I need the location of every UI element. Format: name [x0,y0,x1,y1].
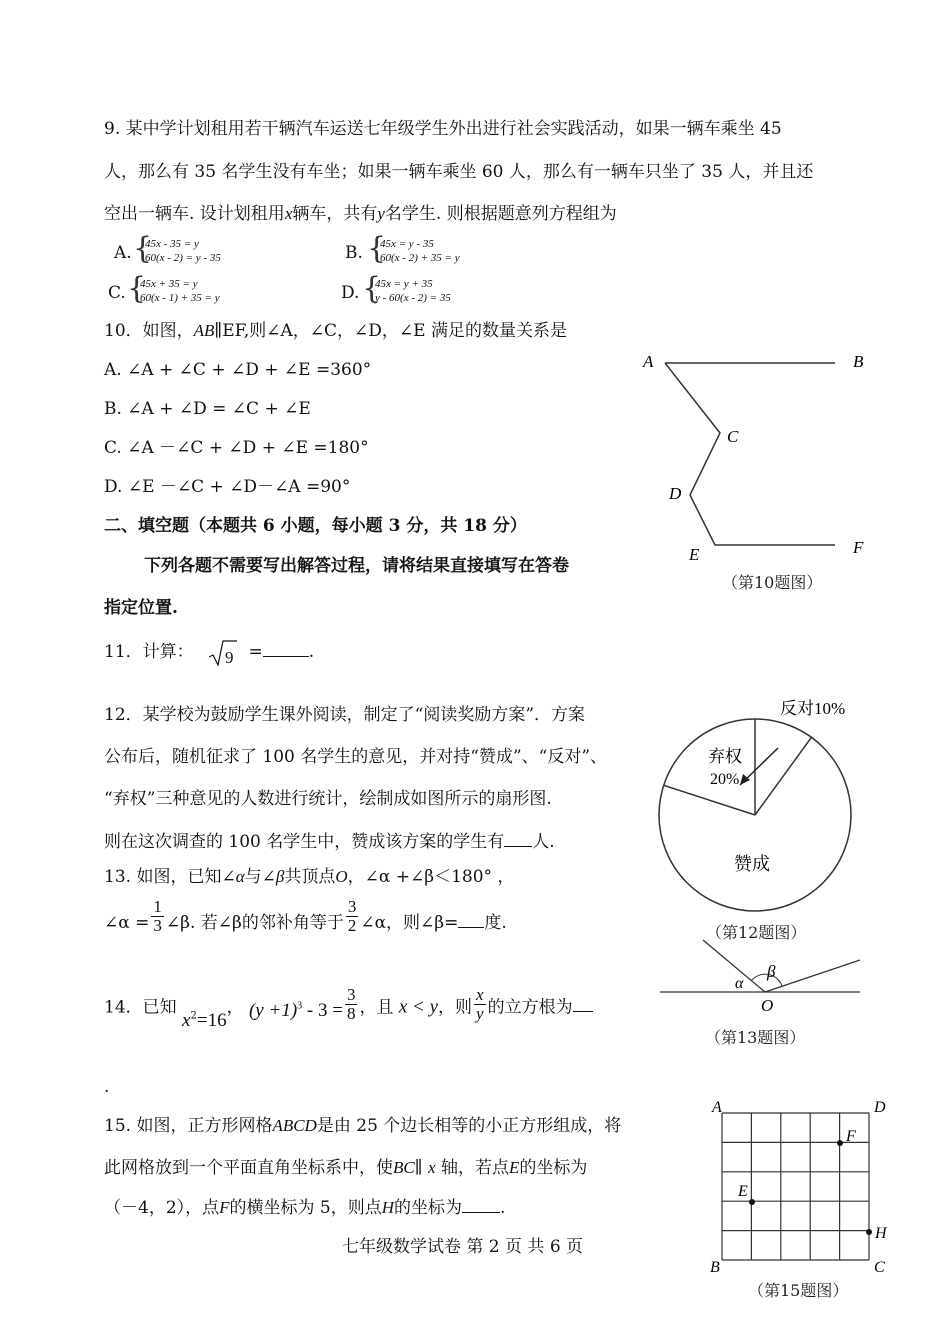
q10-option-b: B. ∠A + ∠D = ∠C + ∠E [104,399,311,419]
q9-option-d-eq2: y - 60(x - 2) = 35 [375,292,451,304]
q10-label-a: A [643,352,654,371]
q14-eq2: $(y +1)^3 - 3$ = [248,1000,343,1022]
q12-line3: “弃权”三种意见的人数进行统计，绘制成如图所示的扇形图. [104,789,552,809]
q14-line: 14．已知 $x^2=16$， $(y +1)^3 - 3$ = $\frac{3}{8}$ ，且 x < y，则 $\frac{x}{y}$ 的立方根为 [104,992,593,1023]
q15-label-h: H [875,1225,887,1242]
q10-label-e: E [689,545,700,564]
q9-option-d-eq1: 45x = y + 35 [375,278,433,290]
q13-label-alpha: α [735,975,744,992]
q10-option-c: C. ∠A －∠C + ∠D + ∠E =180° [104,438,369,458]
q10-label-b: B [853,352,864,371]
q15-caption: （第15题图） [748,1281,849,1300]
q15-label-d: D [874,1099,886,1116]
q15-line3: （－4，2），点F的横坐标为 5，则点H的坐标为 . [104,1198,506,1218]
q15-point-h [866,1229,872,1235]
q12-pie-chart [650,690,880,920]
q15-label-b: B [710,1259,720,1276]
q10-option-d: D. ∠E －∠C + ∠D－∠A =90° [104,477,351,497]
q9-option-a-label: A. [114,243,132,263]
q13-label-o: O [761,996,774,1015]
q9-option-a-eq2: 60(x - 2) = y - 35 [145,252,221,264]
q13-caption: （第13题图） [705,1028,806,1047]
q10-label-c: C [727,427,739,446]
q10-label-f: F [853,538,864,557]
section2-instr1: 下列各题不需要写出解答过程，请将结果直接填写在答卷 [144,556,569,576]
q9-option-d-label: D. [341,283,360,303]
section2-title: 二、填空题（本题共 6 小题，每小题 3 分，共 18 分） [104,516,527,536]
q12-label-oppose: 反对10% [780,699,846,718]
q9-line2: 人，那么有 35 名学生没有车坐；如果一辆车乘坐 60 人，那么有一辆车只坐了 35 人，并且还 [104,162,814,182]
q9-option-b-eq2: 60(x - 2) + 35 = y [380,252,460,264]
q12-line1: 12．某学校为鼓励学生课外阅读，制定了“阅读奖励方案”．方案 [104,705,586,725]
q13-line2: ∠α = $\frac{1}{3}$ ∠β. 若∠β的邻补角等于 $\frac{3}{2}$ ∠α，则∠β= 度. [104,897,507,935]
q10-caption: （第10题图） [722,573,823,592]
q14-dot: . [104,1077,110,1097]
section2-instr2: 指定位置. [104,598,178,618]
q13-label-beta: β [767,962,776,981]
q13-figure [655,935,870,1020]
q9-line1: 9. 某中学计划租用若干辆汽车运送七年级学生外出进行社会实践活动，如果一辆车乘坐 45 [104,119,782,139]
q9-option-c-label: C. [108,283,126,303]
q9-option-a-eq1: 45x - 35 = y [145,238,199,250]
q12-line4: 则在这次调查的 100 名学生中，赞成该方案的学生有 人. [104,832,555,852]
q13-line1: 13. 如图，已知∠α与∠β共顶点O，∠α +∠β＜180° ， [104,867,515,887]
q10-option-a: A. ∠A + ∠C + ∠D + ∠E =360° [104,360,372,380]
q15-line2: 此网格放到一个平面直角坐标系中，使BC∥ x 轴，若点E的坐标为 [104,1158,588,1178]
q12-slice-border-abstain [664,785,755,815]
q15-line1: 15. 如图，正方形网格ABCD是由 25 个边长相等的小正方形组成，将 [104,1116,622,1136]
q15-point-e [749,1199,755,1205]
q15-point-f [837,1140,843,1146]
page-footer: 七年级数学试卷 第 2 页 共 6 页 [342,1237,584,1257]
q15-label-e: E [738,1183,748,1200]
q12-line2: 公布后，随机征求了 100 名学生的意见，并对持“赞成”、“反对”、 [104,747,608,767]
q15-label-f: F [846,1128,856,1145]
q9-line3: 空出一辆车. 设计划租用x辆车，共有y名学生. 则根据题意列方程组为 [104,204,617,224]
q10-figure [635,345,875,570]
q9-option-c-eq1: 45x + 35 = y [140,278,198,290]
q9-option-b-label: B. [345,243,363,263]
q11: 11．计算： 9 = . [104,642,315,667]
q10-stem: 10．如图，AB∥EF,则∠A，∠C，∠D，∠E 满足的数量关系是 [104,321,567,341]
q12-oppose-arrow-head [740,774,750,785]
q9-option-b-eq1: 45x = y - 35 [380,238,434,250]
q15-label-a: A [712,1099,722,1116]
q15-grid-figure [700,1095,900,1280]
q10-label-d: D [669,484,682,503]
q14-eq1: $x^2=16$ [182,1010,227,1032]
q12-label-abstain: 弃权 [708,747,742,766]
q9-option-c-eq2: 60(x - 1) + 35 = y [140,292,220,304]
q12-label-abstain-pct: 20% [710,771,740,788]
q12-slice-border-oppose [755,737,811,815]
q15-label-c: C [874,1259,885,1276]
q12-caption: （第12题图） [706,923,807,942]
sqrt-symbol: 9 [211,641,237,663]
q12-label-approve: 赞成 [734,854,770,874]
